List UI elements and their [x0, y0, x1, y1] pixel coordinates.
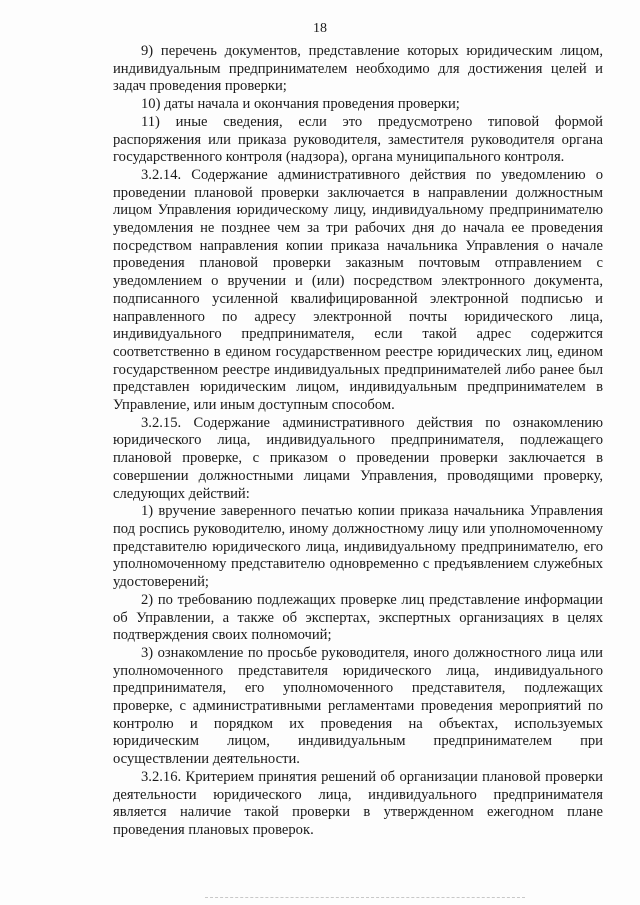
document-body	[113, 43, 603, 840]
footer-divider	[205, 897, 525, 899]
page-number: 18	[313, 21, 327, 36]
section-3-2-16: 3.2.16. Критерием принятия решений об организации плановой проверки деятельности юридического лица, индивидуального предпринимателя является наличие такой проверки в утвержденном ежегодном плане проведения плановых проверок.	[113, 768, 603, 838]
subitem-2: 2) по требованию подлежащих проверке лиц представление информации об Управлении, а также об экспертах, экспертных организациях в целях подтверждения своих полномочий;	[113, 591, 603, 644]
list-item-10: 10) даты начала и окончания проведения проверки;	[141, 96, 460, 113]
list-item-9: 9) перечень документов, представление которых юридическим лицом, индивидуальным предпринимателем необходимо для достижения целей и задач проведения проверки;	[113, 43, 603, 95]
section-3-2-14: 3.2.14. Содержание административного действия по уведомлению о проведении плановой проверки заключается в направлении должностным лицом Управления юридическому лицу, индивидуальному предпринимателю уведомления не позднее чем за три рабочих дня до начала ее проведения посредством направления копии приказа начальника Управления о начале проведения плановой проверки заказным почтовым отправлением с уведомлением о вручении и (или) посредством электронного документа, подписанного усиленной квалифицированной электронной подписью и направленного по адресу электронной почты юридического лица, индивидуального предпринимателя, если такой адрес содержится соответственно в едином государственном реестре юридических лиц, едином государственном реестре индивидуальных предпринимателей либо ранее был представлен юридическим лицом, индивидуальным предпринимателем в Управление, или иным доступным способом.	[113, 166, 603, 414]
subitem-1: 1) вручение заверенного печатью копии приказа начальника Управления под роспись руководителю, иному должностному лицу или уполномоченному представителю юридического лица, индивидуальному предпринимателю, его уполномоченному представителю одновременно с предъявлением служебных удостоверений;	[113, 503, 603, 591]
list-item-11: 11) иные сведения, если это предусмотрено типовой формой распоряжения или приказа руководителя, заместителя руководителя органа государственного контроля (надзора), органа муниципального контроля.	[113, 113, 603, 166]
section-3-2-15: 3.2.15. Содержание административного действия по ознакомлению юридического лица, индивидуального предпринимателя, подлежащего плановой проверке, с приказом о проведении проверки заключается в совершении должностными лицами Управления, проводящими проверку, следующих действий:	[113, 414, 603, 502]
subitem-3: 3) ознакомление по просьбе руководителя, иного должностного лица или уполномоченного представителя юридического лица, индивидуального предпринимателя, его уполномоченного представителя, подлежащих проверке, с административными регламентами проведения мероприятий по контролю и порядком их проведения на объектах, используемых юридическим лицом, индивидуальным предпринимателем при осуществлении деятельности.	[113, 644, 603, 768]
